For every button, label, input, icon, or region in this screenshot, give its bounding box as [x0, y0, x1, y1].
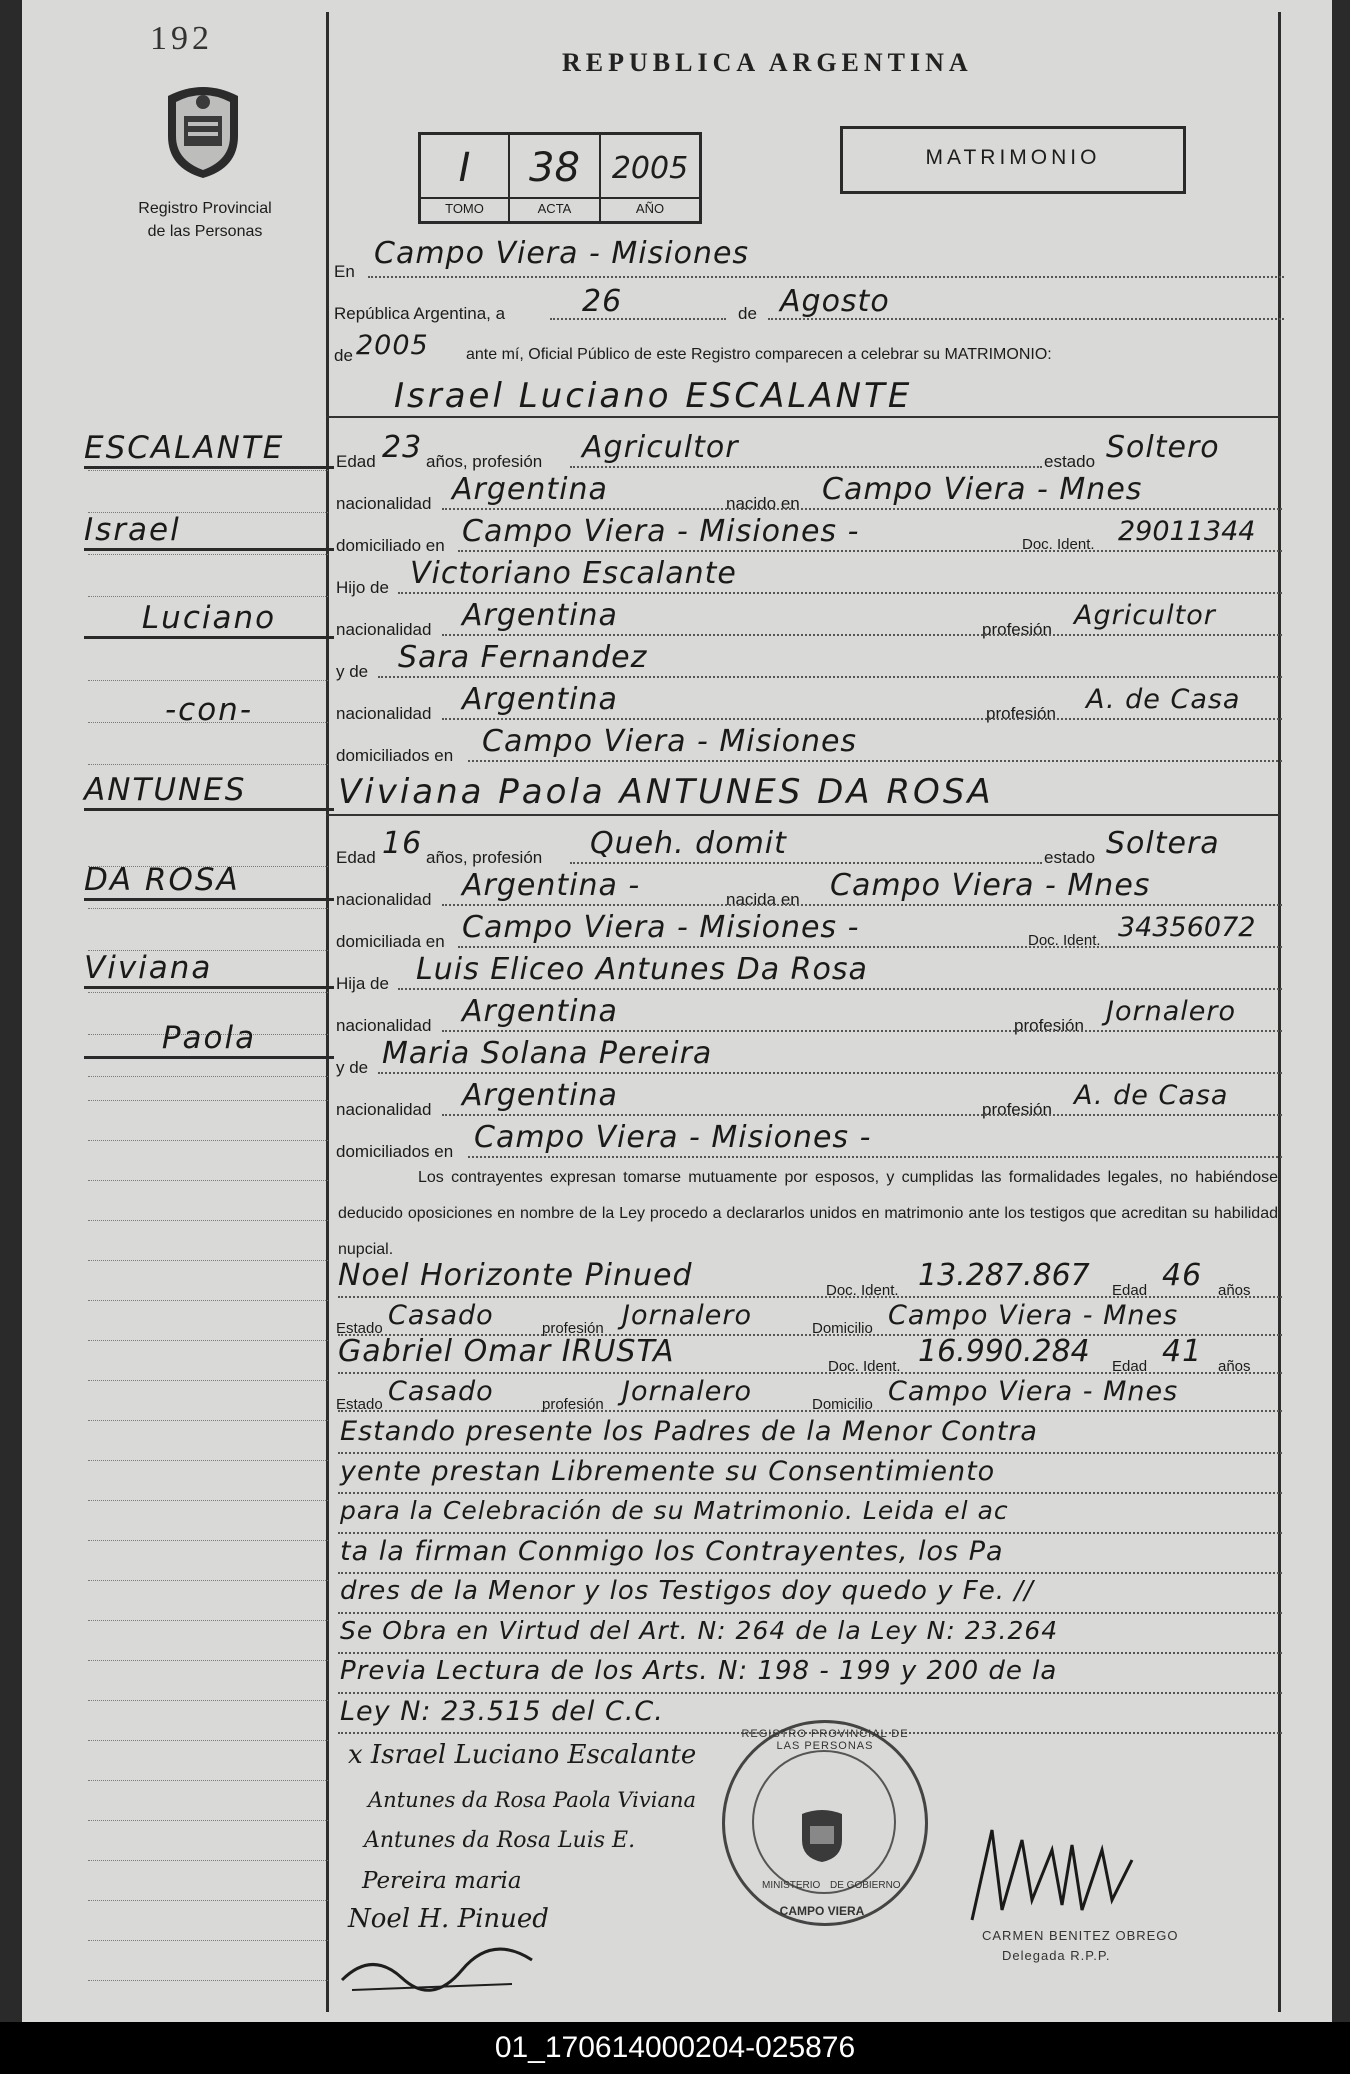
groom-father: Victoriano Escalante [410, 556, 737, 591]
label-edad-bride: Edad [336, 848, 376, 867]
label-de-year: de [334, 346, 353, 365]
witness-2-doc: 16.990.284 [918, 1334, 1090, 1369]
note-line-3: para la Celebración de su Matrimonio. Leida el ac [340, 1496, 1009, 1525]
bride-father-nationality: Argentina [462, 994, 618, 1029]
note-line-8: Ley N: 23.515 del C.C. [340, 1696, 664, 1727]
acta-label: ACTA [537, 201, 572, 216]
bride-age: 16 [382, 826, 423, 861]
bride-status: Soltera [1106, 826, 1220, 861]
label-hijo-de: Hijo de [336, 578, 389, 597]
label-doc-ident-w1: Doc. Ident. [826, 1282, 899, 1299]
label-doc-ident-w2: Doc. Ident. [828, 1358, 901, 1375]
label-estado-w2: Estado [336, 1396, 383, 1413]
margin-name-7: Viviana [84, 950, 334, 989]
declaration-text: Los contrayentes expresan tomarse mutuamente por esposos, y cumplidas las formalidades legales, no habiéndose deducido oposiciones en nombre de la Ley procedo a declararlos unidos en matrimonio ante los testigos que acreditan su habilidad nupcial. [338, 1169, 1278, 1258]
label-nacionalidad: nacionalidad [336, 494, 432, 513]
bride-parents-domicile: Campo Viera - Misiones - [474, 1120, 872, 1155]
label-domiciliados-en: domiciliados en [336, 746, 454, 765]
note-line-5: dres de la Menor y los Testigos doy quedo y Fe. // [340, 1576, 1034, 1606]
bride-mother: Maria Solana Pereira [382, 1036, 713, 1071]
label-domicilio-w2: Domicilio [812, 1396, 873, 1413]
groom-mother-profession: A. de Casa [1086, 684, 1241, 715]
witness-1-profession: Jornalero [622, 1300, 752, 1331]
registry-name-line1: Registro Provincial [138, 200, 272, 217]
witness-2-status: Casado [388, 1376, 494, 1407]
witness-2-name: Gabriel Omar IRUSTA [338, 1334, 675, 1369]
bride-full-name: Viviana Paola ANTUNES DA ROSA [338, 772, 994, 812]
ano-label: AÑO [635, 201, 665, 216]
label-nacido-en: nacido en [726, 494, 800, 513]
bride-doc: 34356072 [1118, 912, 1256, 943]
bride-mother-nationality: Argentina [462, 1078, 618, 1113]
act-year: 2005 [356, 330, 429, 361]
note-line-6: Se Obra en Virtud del Art. N: 264 de la Ley N: 23.264 [340, 1616, 1059, 1645]
stamp-inner-right: DE GOBIERNO [830, 1880, 901, 1891]
groom-parents-domicile: Campo Viera - Misiones [482, 724, 858, 759]
label-y-de-bride: y de [336, 1058, 369, 1077]
groom-profession: Agricultor [582, 430, 739, 465]
margin-name-1: ESCALANTE [84, 430, 334, 469]
groom-full-name: Israel Luciano ESCALANTE [394, 376, 913, 416]
label-nacida-en: nacida en [726, 890, 800, 909]
tomo-label: TOMO [445, 201, 484, 216]
official-title: Delegada R.P.P. [1002, 1948, 1111, 1963]
acta-value: 38 [529, 145, 580, 191]
margin-name-5: ANTUNES [84, 772, 334, 811]
groom-birthplace: Campo Viera - Mnes [822, 472, 1143, 507]
witness-2-domicile: Campo Viera - Mnes [888, 1376, 1179, 1407]
record-box [418, 132, 702, 224]
label-republica: República Argentina, a [334, 304, 506, 323]
bride-father: Luis Eliceo Antunes Da Rosa [416, 952, 868, 987]
witness-1-domicile: Campo Viera - Mnes [888, 1300, 1179, 1331]
label-estado-bride: estado [1044, 848, 1096, 867]
signature-bride-mother: Pereira maria [362, 1868, 522, 1894]
witness-1-status: Casado [388, 1300, 494, 1331]
official-name: CARMEN BENITEZ OBREGO [982, 1928, 1179, 1943]
groom-age: 23 [382, 430, 423, 465]
witness-1-name: Noel Horizonte Pinued [338, 1258, 693, 1293]
label-profesion-w1: profesión [542, 1320, 604, 1337]
bride-father-profession: Jornalero [1106, 996, 1236, 1027]
groom-nationality: Argentina [452, 472, 608, 507]
label-anos-profesion: años, profesión [426, 452, 543, 471]
label-anos-profesion-bride: años, profesión [426, 848, 543, 867]
signature-witness: Noel H. Pinued [348, 1904, 549, 1934]
groom-father-nationality: Argentina [462, 598, 618, 633]
ano-value: 2005 [611, 151, 689, 186]
official-signature-icon [962, 1810, 1142, 1930]
label-nacionalidad-bride: nacionalidad [336, 890, 432, 909]
label-domiciliado-en: domiciliado en [336, 536, 445, 555]
bride-birthplace: Campo Viera - Mnes [830, 868, 1151, 903]
coat-of-arms-icon [158, 76, 248, 180]
label-hija-de: Hija de [336, 974, 389, 993]
label-doc-ident-bride: Doc. Ident. [1028, 932, 1101, 949]
margin-name-2: Israel [84, 512, 334, 551]
label-profesion-bride: profesión [1014, 1016, 1084, 1035]
note-line-7: Previa Lectura de los Arts. N: 198 - 199 y 200 de la [340, 1656, 1058, 1686]
document-page [22, 0, 1332, 2022]
act-place: Campo Viera - Misiones [374, 236, 750, 271]
label-edad-w1: Edad [1112, 1282, 1148, 1299]
witness-2-profession: Jornalero [622, 1376, 752, 1407]
stamp-inner-left: MINISTERIO [762, 1880, 821, 1891]
label-y-de: y de [336, 662, 369, 681]
label-profesion: profesión [982, 620, 1052, 639]
label-profesion-w2: profesión [542, 1396, 604, 1413]
label-nacionalidad-3: nacionalidad [336, 704, 432, 723]
margin-name-6: DA ROSA [84, 862, 334, 901]
label-profesion-2: profesión [986, 704, 1056, 723]
label-nacionalidad-2: nacionalidad [336, 620, 432, 639]
bride-mother-profession: A. de Casa [1074, 1080, 1229, 1111]
label-domiciliada-en: domiciliada en [336, 932, 445, 951]
margin-name-4: -con- [164, 692, 254, 728]
stamp-ring-text: REGISTRO PROVINCIAL DE LAS PERSONAS [741, 1728, 909, 1752]
groom-status: Soltero [1106, 430, 1220, 465]
right-frame-line [1278, 12, 1281, 2012]
stamp-emblem-icon [798, 1806, 846, 1864]
note-line-4: ta la firman Conmigo los Contrayentes, los Pa [340, 1536, 1004, 1567]
label-domiciliados-en-bride: domiciliados en [336, 1142, 454, 1161]
signature-bride: Antunes da Rosa Paola Viviana [368, 1788, 697, 1812]
groom-mother: Sara Fernandez [398, 640, 648, 675]
label-anos-w1: años [1218, 1282, 1251, 1299]
bride-domicile: Campo Viera - Misiones - [462, 910, 860, 945]
act-month: Agosto [780, 284, 890, 319]
footer-image-id: 01_170614000204-025876 [0, 2022, 1350, 2074]
left-frame-line [326, 12, 329, 2012]
tomo-value: I [458, 145, 471, 191]
witness-2-age: 41 [1162, 1334, 1203, 1369]
label-estado: estado [1044, 452, 1096, 471]
label-de: de [738, 304, 757, 323]
groom-doc: 29011344 [1118, 516, 1256, 547]
margin-name-3: Luciano [84, 600, 334, 639]
signature-bride-father: Antunes da Rosa Luis E. [364, 1828, 636, 1853]
groom-domicile: Campo Viera - Misiones - [462, 514, 860, 549]
label-estado-w1: Estado [336, 1320, 383, 1337]
witness-1-age: 46 [1162, 1258, 1203, 1293]
country-title: REPUBLICA ARGENTINA [562, 48, 973, 77]
margin-name-8: Paola [84, 1020, 334, 1059]
note-line-2: yente prestan Libremente su Consentimiento [340, 1456, 996, 1487]
page-number: 192 [150, 20, 213, 57]
label-anos-w2: años [1218, 1358, 1251, 1375]
label-doc-ident: Doc. Ident. [1022, 536, 1095, 553]
document-type: MATRIMONIO [925, 146, 1101, 169]
bride-nationality: Argentina - [462, 868, 641, 903]
label-profesion-bride-2: profesión [982, 1100, 1052, 1119]
witness-1-doc: 13.287.867 [918, 1258, 1090, 1293]
label-nacionalidad-bride-2: nacionalidad [336, 1016, 432, 1035]
registry-name-line2: de las Personas [147, 223, 263, 240]
note-line-1: Estando presente los Padres de la Menor Contra [340, 1416, 1038, 1447]
label-ante-mi: ante mí, Oficial Público de este Registro comparecen a celebrar su MATRIMONIO: [466, 346, 1052, 363]
signature-groom: x Israel Luciano Escalante [348, 1740, 697, 1770]
bride-profession: Queh. domit [590, 826, 787, 861]
groom-father-profession: Agricultor [1074, 600, 1216, 631]
label-domicilio-w1: Domicilio [812, 1320, 873, 1337]
label-nacionalidad-bride-3: nacionalidad [336, 1100, 432, 1119]
label-edad: Edad [336, 452, 376, 471]
act-day: 26 [582, 284, 623, 319]
label-edad-w2: Edad [1112, 1358, 1148, 1375]
groom-mother-nationality: Argentina [462, 682, 618, 717]
scribble-signature-icon [332, 1940, 552, 2000]
label-en: En [334, 262, 355, 281]
stamp-bottom-text: CAMPO VIERA [779, 1904, 865, 1918]
